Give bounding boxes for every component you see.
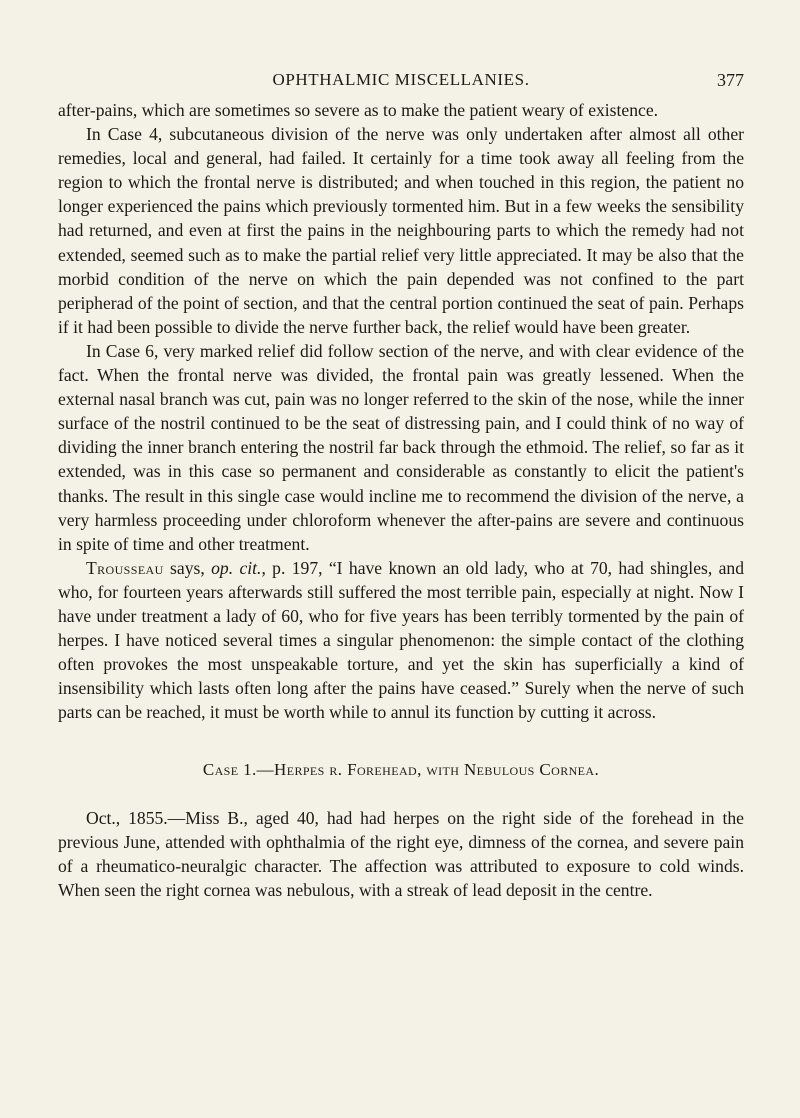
paragraph-case-4: In Case 4, subcutaneous division of the nerve was only undertaken after almost all other remedies, local and general, had failed. It certainly for a time took away all feeling from the region to which the frontal nerve is distributed; and when touched in this region, the patient no longer experienced the pains which previously tormented him. But in a few weeks the sensibility had returned, and even at first the pains in the neighbouring parts to which the remedy had not extended, seemed such as to make the partial relief very little appreciated. It may be also that the morbid condition of the nerve on which the pain depended was not confined to the part peripherad of the point of section, and that the central portion continued the seat of pain. Perhaps if it had been possible to divide the nerve further back, the relief would have been greater. xyxy=(58,124,744,337)
page-header xyxy=(58,70,744,94)
author-name: Trousseau xyxy=(86,557,164,578)
citation: op. cit. xyxy=(211,557,262,578)
paragraph-case-6: In Case 6, very marked relief did follow section of the nerve, and with clear evidence of the fact. When the frontal nerve was divided, the frontal pain was greatly lessened. When the external nasal branch was cut, pain was no longer referred to the skin of the nose, while the inner surface of the nostril continued to be the seat of distressing pain, and I could think of no way of dividing the inner branch entering the nostril far back through the ethmoid. The relief, so far as it extended, was in this case so permanent and considerable as constantly to elicit the patient's thanks. The result in this single case would incline me to recommend the division of the nerve, a very harmless proceeding under chloroform whenever the after-pains are severe and continuous in spite of time and other treatment. xyxy=(58,340,744,554)
running-title: OPHTHALMIC MISCELLANIES. xyxy=(272,70,530,89)
page-number: 377 xyxy=(717,70,744,90)
body-text xyxy=(58,98,744,724)
paragraph-continuation: after-pains, which are sometimes so severe as to make the patient weary of existence. xyxy=(58,100,659,120)
paragraph-trousseau-quote xyxy=(58,556,744,725)
case-text xyxy=(58,806,744,902)
case-paragraph: Oct., 1855.—Miss B., aged 40, had had herpes on the right side of the forehead in the previous June, attended with ophthalmia of the right eye, dimness of the cornea, and severe pain of a rheumatico-neuralgic character. The affection was attributed to exposure to cold winds. When seen the right cornea was nebulous, with a streak of lead deposit in the centre. xyxy=(58,808,744,901)
quote-says: says, xyxy=(163,557,212,578)
quote-body: , p. 197, “I have known an old lady, who at 70, had shingles, and who, for fourteen years afterwards still suffered the most terrible pain, especially at night. Now I have under treatment a lady of 60, who for five years has been terribly tormented by the pain of herpes. I have noticed several times a singular phenomenon: the simple contact of the clothing often provokes the most unspeakable torture, and yet the skin has superficially a kind of insensibility which lasts often long after the pains have ceased.” Surely when the nerve of such parts can be reached, it must be worth while to annul its function by cutting it across. xyxy=(58,557,744,723)
case-heading: Case 1.—Herpes r. Forehead, with Nebulous Cornea. xyxy=(202,760,600,779)
